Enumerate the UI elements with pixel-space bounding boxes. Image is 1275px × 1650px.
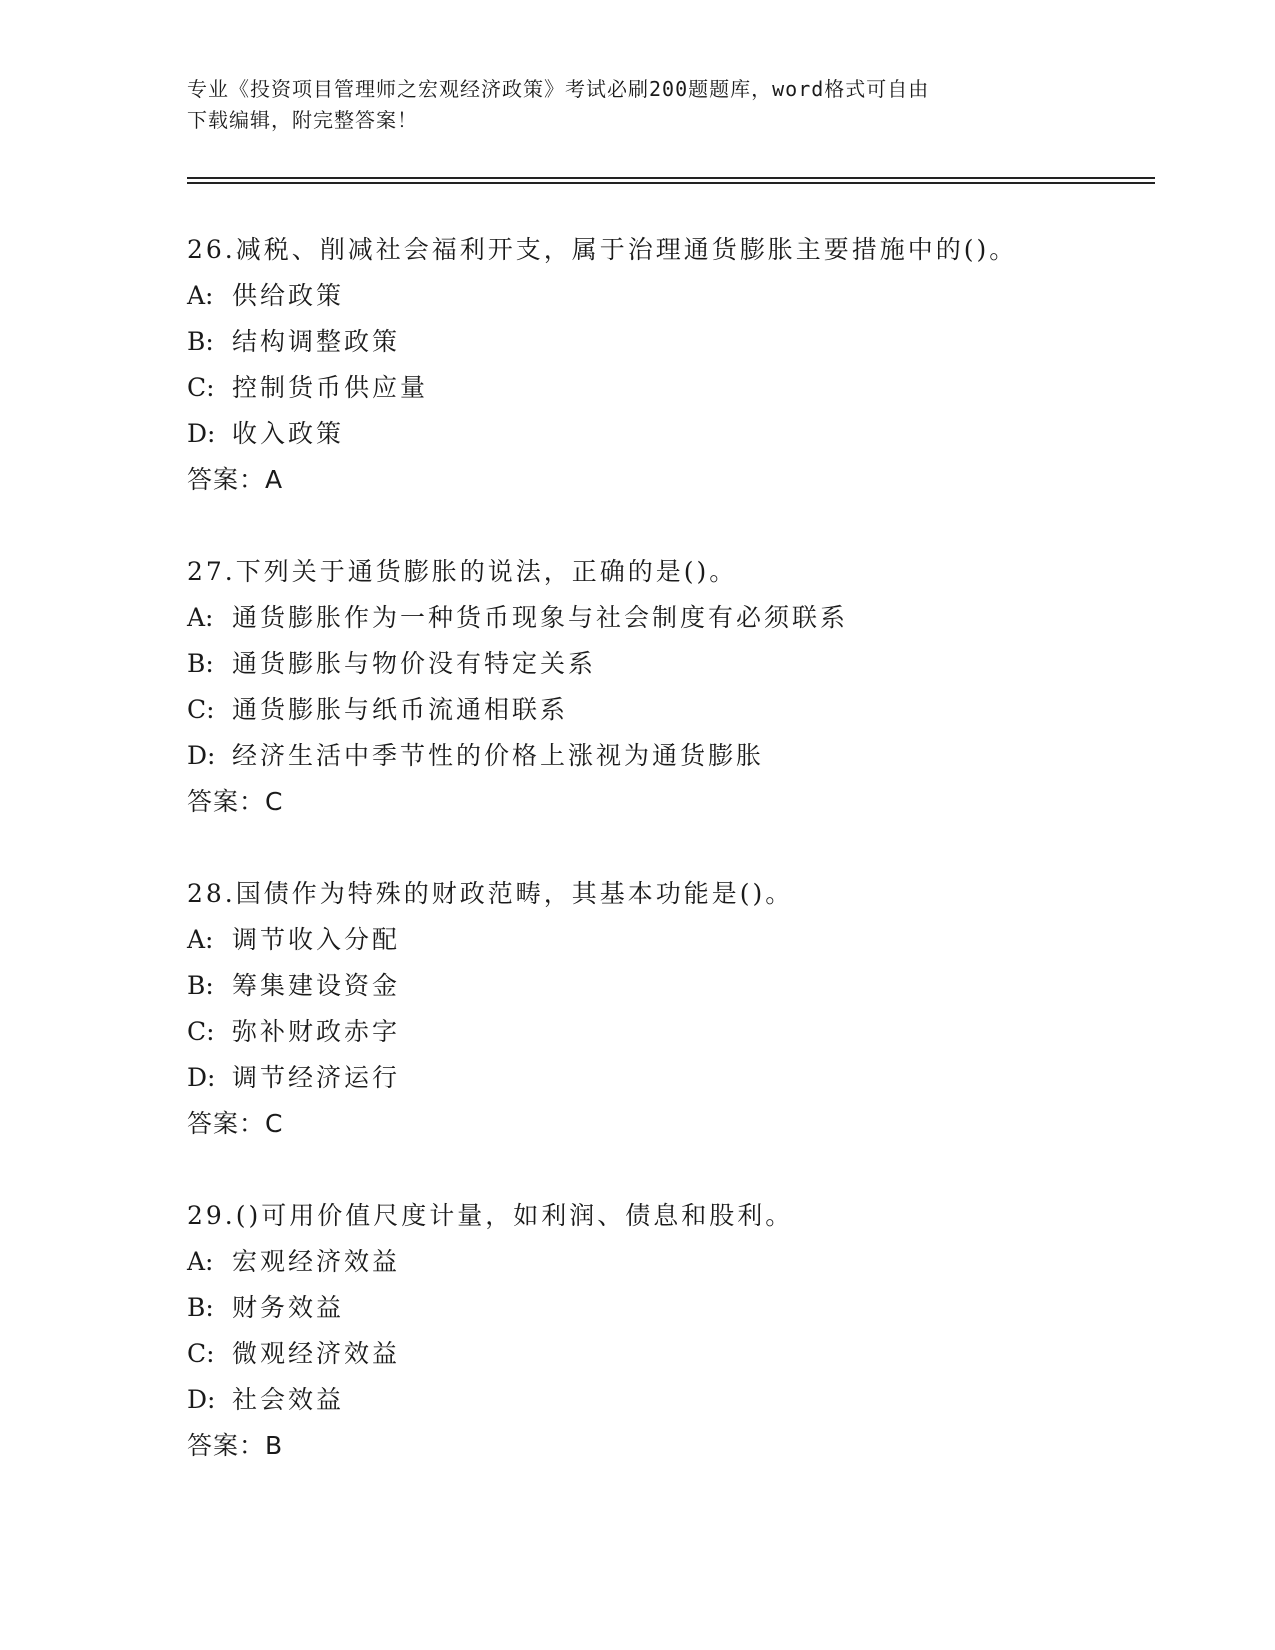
option-a <box>187 273 1167 319</box>
option-key: A: <box>187 925 214 954</box>
option-key: D: <box>187 741 216 770</box>
option-d <box>187 733 1167 779</box>
option-key: D: <box>187 419 216 448</box>
option-text: 经济生活中季节性的价格上涨视为通货膨胀 <box>232 741 765 770</box>
option-a <box>187 595 1167 641</box>
option-text: 财务效益 <box>232 1293 345 1322</box>
question-29 <box>187 1193 1167 1469</box>
option-key: B: <box>187 649 214 678</box>
option-key: B: <box>187 971 214 1000</box>
question-28 <box>187 871 1167 1147</box>
answer-line: 答案：B <box>187 1431 284 1460</box>
option-text: 筹集建设资金 <box>232 971 401 1000</box>
option-b <box>187 319 1167 365</box>
option-key: C: <box>187 373 215 402</box>
option-text: 微观经济效益 <box>232 1339 401 1368</box>
header-divider-bottom <box>187 182 1155 184</box>
option-b <box>187 963 1167 1009</box>
option-text: 供给政策 <box>232 281 345 310</box>
header-line-2: 下载编辑，附完整答案！ <box>187 108 418 132</box>
answer-line: 答案：A <box>187 465 284 494</box>
answer-line: 答案：C <box>187 1109 284 1138</box>
option-text: 控制货币供应量 <box>232 373 429 402</box>
option-key: D: <box>187 1063 216 1092</box>
option-text: 调节经济运行 <box>232 1063 401 1092</box>
option-text: 通货膨胀与物价没有特定关系 <box>232 649 597 678</box>
option-a <box>187 1239 1167 1285</box>
document-header <box>187 74 1087 136</box>
option-text: 通货膨胀作为一种货币现象与社会制度有必须联系 <box>232 603 849 632</box>
option-key: C: <box>187 1339 215 1368</box>
option-text: 调节收入分配 <box>232 925 401 954</box>
option-key: B: <box>187 327 214 356</box>
question-stem: 28.国债作为特殊的财政范畴，其基本功能是()。 <box>187 879 794 908</box>
option-key: D: <box>187 1385 216 1414</box>
option-a <box>187 917 1167 963</box>
option-text: 社会效益 <box>232 1385 345 1414</box>
option-key: A: <box>187 281 214 310</box>
option-key: B: <box>187 1293 214 1322</box>
option-c <box>187 365 1167 411</box>
option-key: C: <box>187 1017 215 1046</box>
option-key: A: <box>187 1247 214 1276</box>
answer-line: 答案：C <box>187 787 284 816</box>
header-divider-top <box>187 177 1155 179</box>
option-c <box>187 1009 1167 1055</box>
option-b <box>187 641 1167 687</box>
question-27 <box>187 549 1167 825</box>
header-line-1: 专业《投资项目管理师之宏观经济政策》考试必刷200题题库，word格式可自由 <box>187 77 930 101</box>
question-stem: 26.减税、削减社会福利开支，属于治理通货膨胀主要措施中的()。 <box>187 235 1018 264</box>
option-d <box>187 1377 1167 1423</box>
option-d <box>187 1055 1167 1101</box>
option-text: 收入政策 <box>232 419 345 448</box>
option-key: C: <box>187 695 215 724</box>
question-stem: 29.()可用价值尺度计量，如利润、债息和股利。 <box>187 1201 794 1230</box>
option-text: 弥补财政赤字 <box>232 1017 401 1046</box>
option-c <box>187 687 1167 733</box>
option-b <box>187 1285 1167 1331</box>
option-text: 通货膨胀与纸币流通相联系 <box>232 695 569 724</box>
option-text: 结构调整政策 <box>232 327 401 356</box>
option-text: 宏观经济效益 <box>232 1247 401 1276</box>
option-key: A: <box>187 603 214 632</box>
question-stem: 27.下列关于通货膨胀的说法，正确的是()。 <box>187 557 738 586</box>
question-26 <box>187 227 1167 503</box>
option-d <box>187 411 1167 457</box>
option-c <box>187 1331 1167 1377</box>
